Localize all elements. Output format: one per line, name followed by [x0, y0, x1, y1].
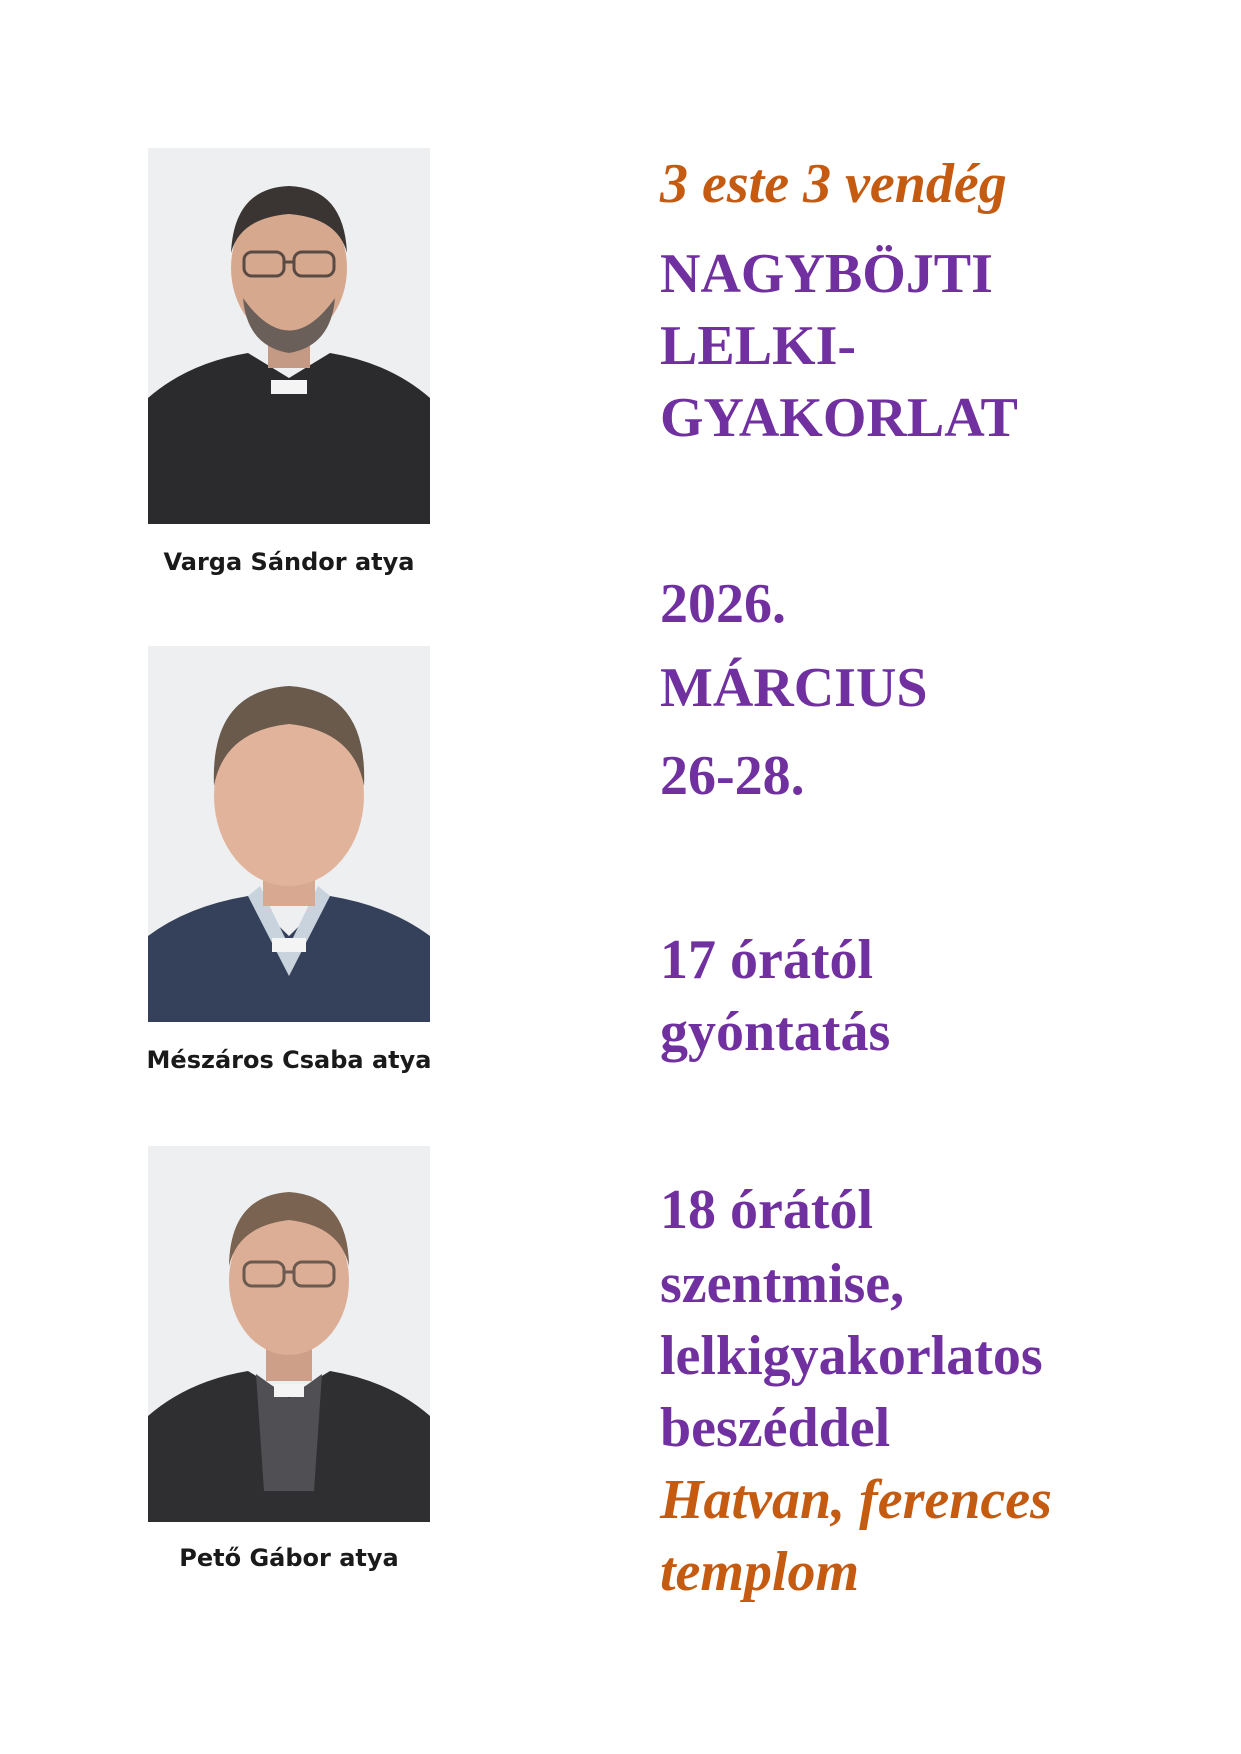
confession-time: 17 órától [660, 929, 874, 991]
person-name-peto: Pető Gábor atya [179, 1544, 399, 1572]
event-date-month: MÁRCIUS [660, 657, 928, 719]
confession-label: gyóntatás [660, 1001, 891, 1063]
event-title-line-1: NAGYBÖJTI [660, 243, 993, 305]
event-tagline: 3 este 3 vendég [660, 153, 1007, 215]
portrait-photo-meszaros [148, 646, 430, 1022]
mass-line-2: szentmise, [660, 1253, 905, 1315]
location-line-1: Hatvan, ferences [660, 1469, 1052, 1531]
event-title-line-3: GYAKORLAT [660, 387, 1018, 449]
mass-line-3: lelkigyakorlatos [660, 1325, 1043, 1387]
event-date-days: 26-28. [660, 745, 805, 807]
person-name-meszaros: Mészáros Csaba atya [146, 1046, 432, 1074]
person-name-varga: Varga Sándor atya [163, 548, 415, 576]
mass-line-4: beszéddel [660, 1397, 891, 1459]
event-title-line-2: LELKI- [660, 315, 857, 377]
event-date-year: 2026. [660, 573, 786, 635]
location-line-2: templom [660, 1541, 860, 1603]
mass-time: 18 órától [660, 1179, 874, 1241]
portrait-photo-varga [148, 148, 430, 524]
portrait-photo-peto [148, 1146, 430, 1522]
